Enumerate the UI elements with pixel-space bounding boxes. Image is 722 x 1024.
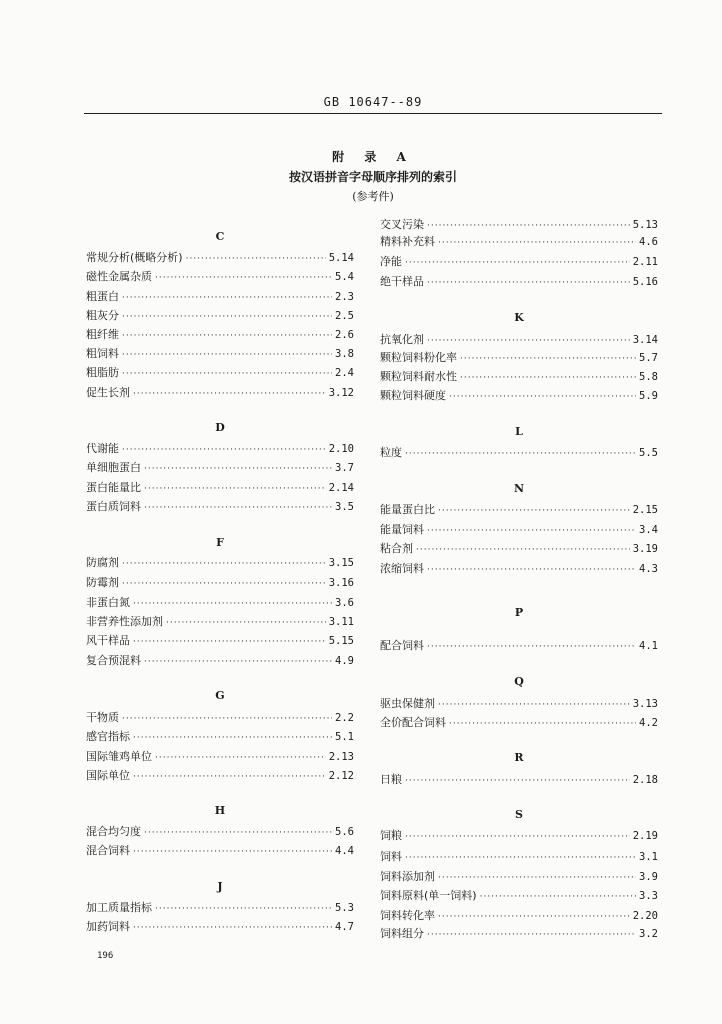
entry-term: 蛋白质饲料 (86, 500, 141, 513)
entry-reference: 3.2 (639, 928, 658, 940)
section-letter: N (513, 482, 525, 495)
entry-term: 干物质 (86, 711, 119, 724)
entry-term: 精料补充料 (380, 235, 435, 248)
entry-reference: 3.4 (639, 524, 658, 536)
index-entry (86, 366, 354, 381)
entry-reference: 3.6 (335, 597, 354, 609)
section-letter: Q (514, 675, 524, 688)
entry-term: 浓缩饲料 (380, 562, 424, 575)
index-entry (380, 389, 658, 404)
index-entry (380, 235, 658, 250)
entry-term: 粗灰分 (86, 309, 119, 322)
dot-leader (122, 348, 332, 362)
entry-term: 绝干样品 (380, 275, 424, 288)
dot-leader (405, 256, 630, 270)
dot-leader (438, 236, 636, 250)
entry-term: 国际雏鸡单位 (86, 750, 152, 763)
dot-leader (438, 910, 630, 924)
index-entry (380, 697, 658, 712)
dot-leader (460, 352, 636, 366)
entry-reference: 4.3 (639, 563, 658, 575)
section-letter: P (514, 606, 524, 619)
dot-leader (144, 826, 332, 840)
index-entry (86, 500, 354, 515)
index-entry (380, 850, 658, 865)
dot-leader (460, 371, 636, 385)
entry-reference: 2.2 (335, 712, 354, 724)
dot-leader (133, 845, 332, 859)
entry-reference: 4.1 (639, 640, 658, 652)
entry-reference: 5.1 (335, 731, 354, 743)
entry-term: 饲料组分 (380, 927, 424, 940)
entry-reference: 5.4 (335, 271, 354, 283)
dot-leader (133, 731, 332, 745)
dot-leader (133, 597, 332, 611)
index-entry (380, 218, 658, 233)
index-entry (380, 351, 658, 366)
index-entry (380, 562, 658, 577)
dot-leader (427, 640, 636, 654)
section-letter: L (515, 425, 523, 438)
dot-leader (427, 928, 636, 942)
section-letter: F (216, 536, 224, 549)
section-letter: R (514, 751, 524, 764)
index-note: (参考件) (352, 190, 394, 203)
entry-term: 交叉污染 (380, 218, 424, 231)
index-entry (86, 730, 354, 745)
entry-term: 风干样品 (86, 634, 130, 647)
index-entry (86, 825, 354, 840)
entry-reference: 5.9 (639, 390, 658, 402)
entry-reference: 2.13 (328, 751, 354, 763)
index-entry (86, 634, 354, 649)
index-entry (380, 370, 658, 385)
dot-leader (416, 543, 630, 557)
entry-term: 防霉剂 (86, 576, 119, 589)
index-entry (86, 769, 354, 784)
index-entry (380, 275, 658, 290)
entry-reference: 5.3 (335, 902, 354, 914)
dot-leader (438, 871, 636, 885)
entry-term: 代谢能 (86, 442, 119, 455)
entry-reference: 2.6 (335, 329, 354, 341)
entry-term: 颗粒饲料耐水性 (380, 370, 457, 383)
index-entry (380, 542, 658, 557)
index-entry (380, 255, 658, 270)
index-entry (86, 251, 354, 266)
entry-term: 蛋白能量比 (86, 481, 141, 494)
index-entry (86, 920, 354, 935)
dot-leader (427, 524, 636, 538)
index-entry (86, 347, 354, 362)
entry-reference: 2.15 (632, 504, 658, 516)
section-letter: H (214, 804, 226, 817)
index-entry (380, 927, 658, 942)
entry-reference: 3.14 (632, 334, 658, 346)
index-entry (380, 503, 658, 518)
dot-leader (405, 830, 630, 844)
dot-leader (122, 291, 332, 305)
dot-leader (144, 482, 326, 496)
index-entry (380, 909, 658, 924)
entry-reference: 3.11 (328, 616, 354, 628)
entry-term: 饲料 (380, 850, 402, 863)
entry-reference: 3.16 (328, 577, 354, 589)
dot-leader (449, 717, 636, 731)
section-letter: G (215, 689, 225, 702)
dot-leader (122, 443, 326, 457)
dot-leader (480, 890, 636, 904)
entry-reference: 2.18 (632, 774, 658, 786)
entry-reference: 3.9 (639, 871, 658, 883)
index-title: 按汉语拼音字母顺序排列的索引 (288, 170, 457, 184)
entry-reference: 5.5 (639, 447, 658, 459)
entry-reference: 4.7 (335, 921, 354, 933)
entry-term: 颗粒饲料粉化率 (380, 351, 457, 364)
entry-term: 防腐剂 (86, 556, 119, 569)
dot-leader (427, 563, 636, 577)
entry-reference: 2.14 (328, 482, 354, 494)
index-entry (86, 461, 354, 476)
section-letter: D (215, 421, 225, 434)
entry-reference: 3.19 (632, 543, 658, 555)
index-entry (86, 309, 354, 324)
entry-term: 粗纤维 (86, 328, 119, 341)
header-rule (84, 113, 662, 114)
document-header: GB 10647--89 (323, 95, 423, 109)
entry-term: 日粮 (380, 773, 402, 786)
dot-leader (122, 577, 326, 591)
entry-reference: 2.20 (632, 910, 658, 922)
entry-reference: 2.5 (335, 310, 354, 322)
index-entry (380, 829, 658, 844)
index-entry (86, 901, 354, 916)
index-entry (86, 290, 354, 305)
entry-reference: 3.15 (328, 557, 354, 569)
section-letter: J (217, 880, 223, 893)
dot-leader (144, 655, 332, 669)
entry-term: 粘合剂 (380, 542, 413, 555)
entry-term: 加工质量指标 (86, 901, 152, 914)
dot-leader (122, 310, 332, 324)
entry-term: 常规分析(概略分析) (86, 251, 183, 264)
entry-term: 抗氧化剂 (380, 333, 424, 346)
section-letter: K (514, 311, 524, 324)
entry-reference: 5.16 (632, 276, 658, 288)
dot-leader (427, 219, 630, 233)
index-entry (380, 446, 658, 461)
entry-term: 净能 (380, 255, 402, 268)
dot-leader (449, 390, 636, 404)
dot-leader (122, 557, 326, 571)
entry-term: 能量饲料 (380, 523, 424, 536)
entry-term: 复合预混料 (86, 654, 141, 667)
entry-reference: 2.4 (335, 367, 354, 379)
entry-reference: 4.2 (639, 717, 658, 729)
entry-term: 非营养性添加剂 (86, 615, 163, 628)
entry-reference: 4.4 (335, 845, 354, 857)
entry-term: 粗饲料 (86, 347, 119, 360)
entry-term: 国际单位 (86, 769, 130, 782)
entry-term: 单细胞蛋白 (86, 461, 141, 474)
dot-leader (405, 447, 636, 461)
entry-term: 饲粮 (380, 829, 402, 842)
index-entry (86, 596, 354, 611)
dot-leader (133, 921, 332, 935)
dot-leader (122, 712, 332, 726)
dot-leader (186, 252, 326, 266)
entry-term: 加药饲料 (86, 920, 130, 933)
dot-leader (133, 635, 326, 649)
index-entry (86, 576, 354, 591)
index-entry (86, 556, 354, 571)
entry-term: 饲料转化率 (380, 909, 435, 922)
dot-leader (405, 851, 636, 865)
index-entry (86, 750, 354, 765)
index-entry (380, 716, 658, 731)
entry-reference: 3.12 (328, 387, 354, 399)
entry-reference: 2.19 (632, 830, 658, 842)
index-entry (86, 328, 354, 343)
entry-reference: 5.8 (639, 371, 658, 383)
entry-term: 粗蛋白 (86, 290, 119, 303)
index-entry (86, 615, 354, 630)
index-entry (380, 639, 658, 654)
entry-term: 感官指标 (86, 730, 130, 743)
entry-reference: 3.7 (335, 462, 354, 474)
entry-reference: 5.6 (335, 826, 354, 838)
dot-leader (427, 334, 630, 348)
entry-reference: 3.8 (335, 348, 354, 360)
section-letter: C (215, 230, 225, 243)
dot-leader (144, 462, 332, 476)
index-entry (380, 523, 658, 538)
dot-leader (122, 367, 332, 381)
entry-term: 磁性金属杂质 (86, 270, 152, 283)
entry-reference: 4.9 (335, 655, 354, 667)
entry-reference: 5.15 (328, 635, 354, 647)
dot-leader (144, 501, 332, 515)
entry-reference: 2.3 (335, 291, 354, 303)
entry-term: 促生长剂 (86, 386, 130, 399)
entry-term: 粗脂肪 (86, 366, 119, 379)
index-entry (380, 889, 658, 904)
index-entry (380, 773, 658, 788)
entry-reference: 3.13 (632, 698, 658, 710)
index-entry (380, 870, 658, 885)
entry-term: 配合饲料 (380, 639, 424, 652)
entry-reference: 2.11 (632, 256, 658, 268)
entry-term: 混合均匀度 (86, 825, 141, 838)
dot-leader (155, 271, 332, 285)
dot-leader (438, 698, 630, 712)
index-entry (380, 333, 658, 348)
index-entry (86, 844, 354, 859)
page-number: 196 (97, 951, 114, 961)
dot-leader (155, 902, 332, 916)
appendix-label: 附 录 A (332, 150, 414, 164)
entry-reference: 5.14 (328, 252, 354, 264)
entry-term: 全价配合饲料 (380, 716, 446, 729)
dot-leader (427, 276, 630, 290)
entry-reference: 3.5 (335, 501, 354, 513)
dot-leader (155, 751, 326, 765)
entry-term: 混合饲料 (86, 844, 130, 857)
index-entry (86, 270, 354, 285)
dot-leader (166, 616, 326, 630)
index-entry (86, 442, 354, 457)
entry-reference: 2.12 (328, 770, 354, 782)
entry-term: 能量蛋白比 (380, 503, 435, 516)
dot-leader (122, 329, 332, 343)
dot-leader (405, 774, 630, 788)
entry-term: 颗粒饲料硬度 (380, 389, 446, 402)
dot-leader (438, 504, 630, 518)
dot-leader (133, 770, 326, 784)
entry-reference: 2.10 (328, 443, 354, 455)
entry-term: 非蛋白氮 (86, 596, 130, 609)
section-letter: S (515, 808, 523, 821)
entry-reference: 3.1 (639, 851, 658, 863)
entry-reference: 5.7 (639, 352, 658, 364)
dot-leader (133, 387, 326, 401)
index-entry (86, 386, 354, 401)
entry-term: 饲料原料(单一饲料) (380, 889, 477, 902)
entry-reference: 5.13 (632, 219, 658, 231)
entry-reference: 3.3 (639, 890, 658, 902)
index-entry (86, 711, 354, 726)
entry-term: 粒度 (380, 446, 402, 459)
index-entry (86, 654, 354, 669)
entry-reference: 4.6 (639, 236, 658, 248)
entry-term: 驱虫保健剂 (380, 697, 435, 710)
index-entry (86, 481, 354, 496)
entry-term: 饲料添加剂 (380, 870, 435, 883)
